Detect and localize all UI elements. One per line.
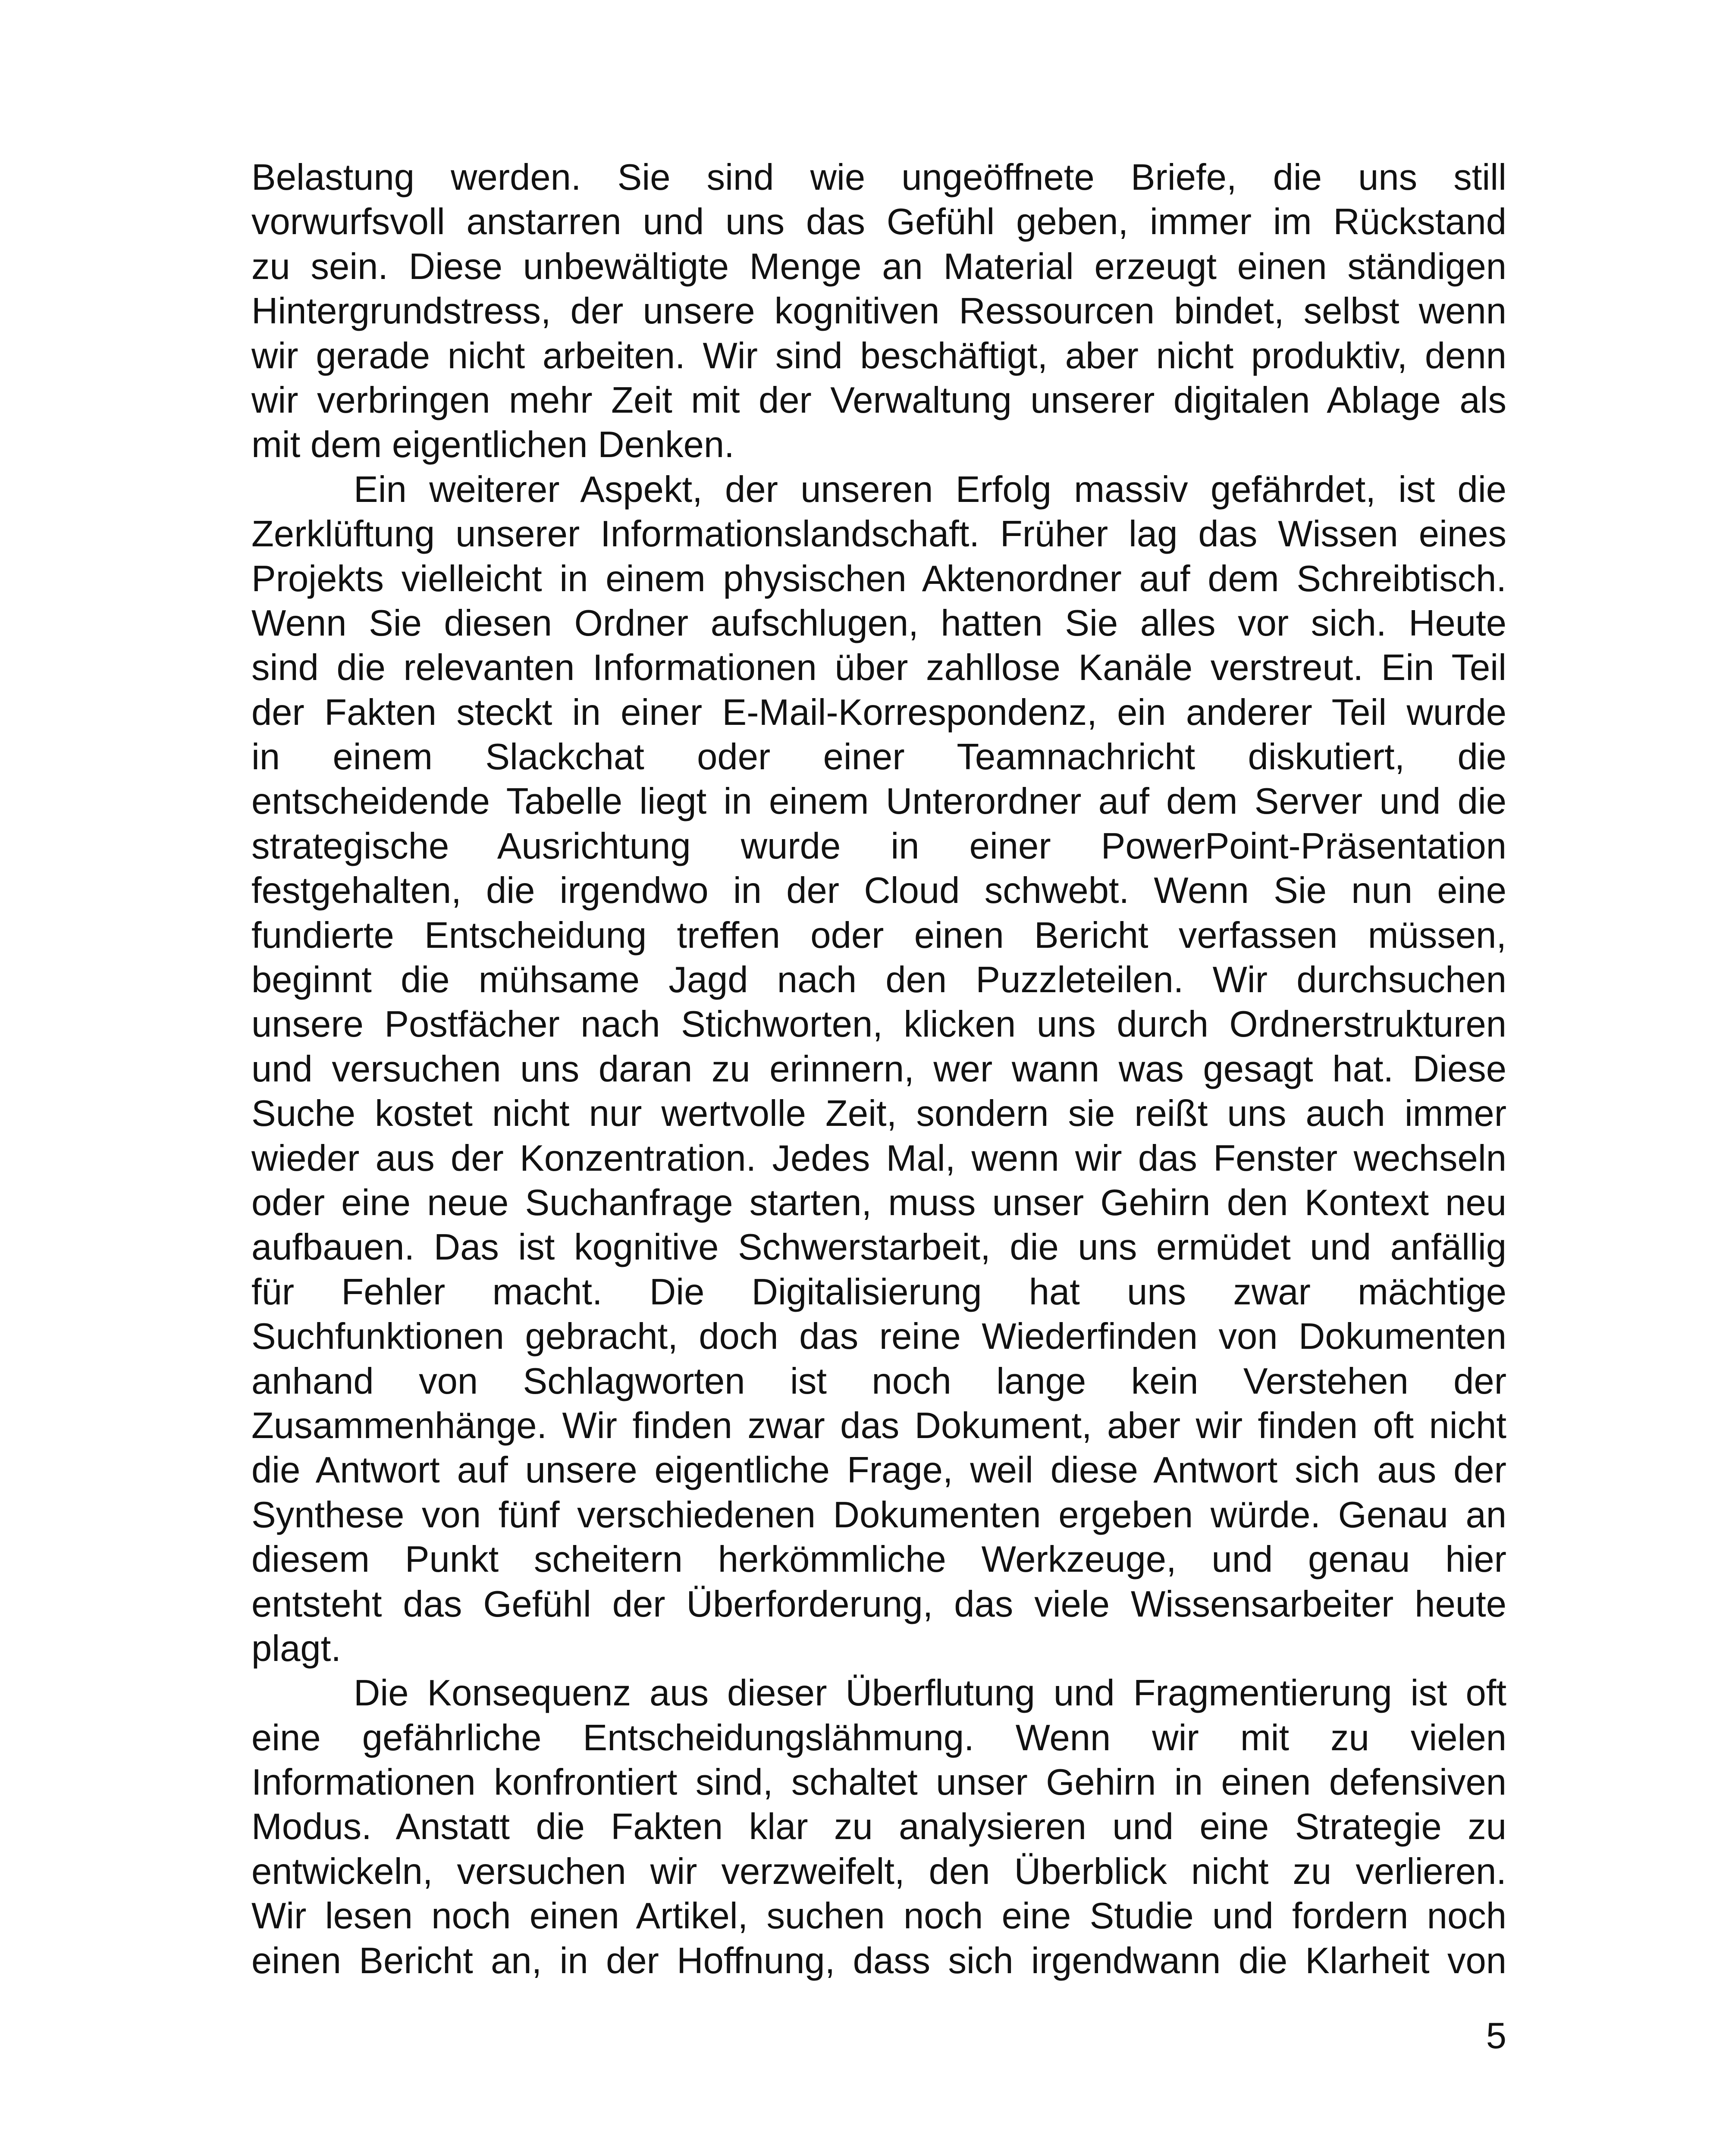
text-line: Hintergrundstress, der unsere kognitiven Ressourcen bindet, selbst wenn <box>251 291 1506 332</box>
text-line: mit dem eigentlichen Denken. <box>251 424 734 466</box>
text-line: Ein weiterer Aspekt, der unseren Erfolg massiv gefährdet, ist die <box>354 469 1506 510</box>
text-line: Zusammenhänge. Wir finden zwar das Dokument, aber wir finden oft nicht <box>251 1405 1506 1446</box>
text-line: sind die relevanten Informationen über zahllose Kanäle verstreut. Ein Teil <box>251 647 1506 689</box>
text-line: beginnt die mühsame Jagd nach den Puzzleteilen. Wir durchsuchen <box>251 959 1506 1001</box>
text-line: Zerklüftung unserer Informationslandschaft. Früher lag das Wissen eines <box>251 514 1506 555</box>
text-line: Suche kostet nicht nur wertvolle Zeit, sondern sie reißt uns auch immer <box>251 1093 1506 1134</box>
text-line: Synthese von fünf verschiedenen Dokumenten ergeben würde. Genau an <box>251 1494 1506 1536</box>
text-line: oder eine neue Suchanfrage starten, muss unser Gehirn den Kontext neu <box>251 1182 1506 1223</box>
text-line: Modus. Anstatt die Fakten klar zu analysieren und eine Strategie zu <box>251 1806 1506 1848</box>
text-line: entwickeln, versuchen wir verzweifelt, den Überblick nicht zu verlieren. <box>251 1851 1506 1892</box>
text-line: und versuchen uns daran zu erinnern, wer wann was gesagt hat. Diese <box>251 1048 1506 1090</box>
text-line: Projekts vielleicht in einem physischen Aktenordner auf dem Schreibtisch. <box>251 558 1506 599</box>
text-line: die Antwort auf unsere eigentliche Frage, weil diese Antwort sich aus der <box>251 1450 1506 1491</box>
text-line: festgehalten, die irgendwo in der Cloud schwebt. Wenn Sie nun eine <box>251 870 1506 912</box>
text-line: strategische Ausrichtung wurde in einer PowerPoint-Präsentation <box>251 825 1506 867</box>
text-line: Wir lesen noch einen Artikel, suchen noch eine Studie und fordern noch <box>251 1896 1506 1937</box>
text-line: wir verbringen mehr Zeit mit der Verwaltung unserer digitalen Ablage als <box>251 379 1506 421</box>
text-line: Die Konsequenz aus dieser Überflutung und Fragmentierung ist oft <box>354 1673 1506 1714</box>
text-line: einen Bericht an, in der Hoffnung, dass sich irgendwann die Klarheit von <box>251 1940 1506 1981</box>
page-number: 5 <box>1486 2015 1506 2056</box>
text-line: unsere Postfächer nach Stichworten, klicken uns durch Ordnerstrukturen <box>251 1004 1506 1045</box>
body-text <box>251 155 1506 1983</box>
text-line: in einem Slackchat oder einer Teamnachricht diskutiert, die <box>251 736 1506 778</box>
text-line: wieder aus der Konzentration. Jedes Mal, wenn wir das Fenster wechseln <box>251 1138 1506 1179</box>
text-line: diesem Punkt scheitern herkömmliche Werkzeuge, und genau hier <box>251 1539 1506 1580</box>
text-line: eine gefährliche Entscheidungslähmung. Wenn wir mit zu vielen <box>251 1717 1506 1758</box>
text-line: fundierte Entscheidung treffen oder einen Bericht verfassen müssen, <box>251 915 1506 956</box>
text-line: Suchfunktionen gebracht, doch das reine Wiederfinden von Dokumenten <box>251 1316 1506 1357</box>
text-line: zu sein. Diese unbewältigte Menge an Material erzeugt einen ständigen <box>251 246 1506 287</box>
text-line: entsteht das Gefühl der Überforderung, das viele Wissensarbeiter heute <box>251 1583 1506 1625</box>
text-line: plagt. <box>251 1628 341 1669</box>
text-line: entscheidende Tabelle liegt in einem Unterordner auf dem Server und die <box>251 781 1506 822</box>
text-line: anhand von Schlagworten ist noch lange kein Verstehen der <box>251 1360 1506 1402</box>
text-line: Informationen konfrontiert sind, schaltet unser Gehirn in einen defensiven <box>251 1762 1506 1803</box>
text-line: Belastung werden. Sie sind wie ungeöffnete Briefe, die uns still <box>251 157 1506 198</box>
text-line: der Fakten steckt in einer E-Mail-Korrespondenz, ein anderer Teil wurde <box>251 692 1506 733</box>
text-line: vorwurfsvoll anstarren und uns das Gefühl geben, immer im Rückstand <box>251 201 1506 243</box>
text-line: wir gerade nicht arbeiten. Wir sind beschäftigt, aber nicht produktiv, denn <box>251 335 1506 376</box>
text-line: aufbauen. Das ist kognitive Schwerstarbeit, die uns ermüdet und anfällig <box>251 1227 1506 1268</box>
text-line: für Fehler macht. Die Digitalisierung hat uns zwar mächtige <box>251 1271 1506 1313</box>
text-line: Wenn Sie diesen Ordner aufschlugen, hatten Sie alles vor sich. Heute <box>251 602 1506 644</box>
